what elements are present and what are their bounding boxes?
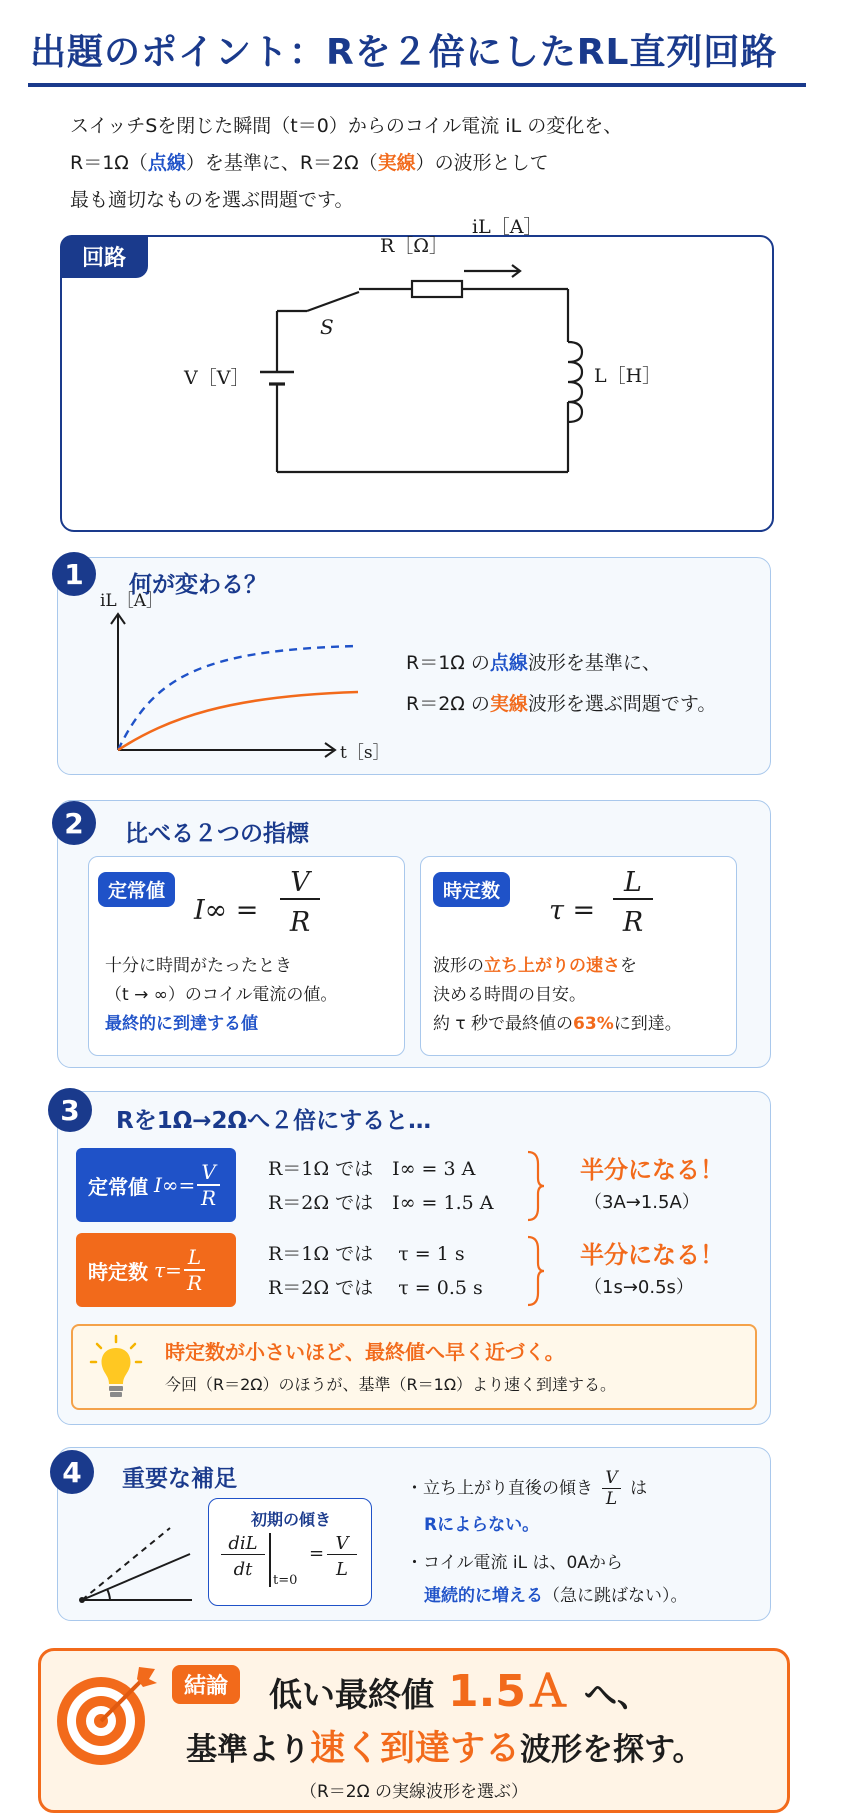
resistor-symbol bbox=[412, 281, 462, 297]
tau-brace bbox=[526, 1235, 546, 1307]
page-title: 出題のポイント：Rを２倍にしたRL直列回路 bbox=[30, 32, 778, 73]
tau-result: 半分になる！ bbox=[580, 1241, 724, 1269]
steady-formula-lhs: I∞ = bbox=[194, 895, 259, 926]
bullet1-fraction bbox=[602, 1468, 620, 1509]
steady-line2: （t → ∞）のコイル電流の値。 bbox=[105, 985, 338, 1005]
steady-rows bbox=[268, 1152, 494, 1220]
tau-detail: （1s→0.5s） bbox=[584, 1277, 694, 1298]
tau-box-label: 時定数 bbox=[88, 1259, 148, 1284]
bullet1 bbox=[406, 1468, 647, 1509]
intro-line-1: スイッチSを閉じた瞬間（t＝0）からのコイル電流 iL の変化を、 bbox=[70, 115, 623, 137]
step4-panel bbox=[57, 1447, 771, 1621]
tau-box-num: L bbox=[184, 1245, 205, 1271]
source-label: V［V］ bbox=[184, 367, 250, 389]
step1-desc-line2 bbox=[406, 684, 716, 725]
bullet1-text-b: は bbox=[630, 1478, 648, 1499]
tau-line1a: 波形の bbox=[433, 956, 484, 976]
slope-eval-bar bbox=[269, 1533, 271, 1587]
step1-desc2-highlight: 実線 bbox=[489, 693, 528, 715]
step1-desc1a: R＝1Ω の bbox=[406, 652, 490, 674]
tau-formula-lhs: τ = bbox=[549, 895, 596, 926]
solid-curve bbox=[118, 692, 358, 750]
step1-number-badge: 1 bbox=[52, 552, 96, 596]
tau-line1-highlight: 立ち上がりの速さ bbox=[484, 956, 620, 976]
conclusion-line2 bbox=[186, 1721, 704, 1771]
time-constant-card bbox=[420, 856, 737, 1056]
conclusion-highlight: 速く到達する bbox=[310, 1729, 521, 1769]
step1-x-label: t［s］ bbox=[340, 743, 390, 763]
circuit-tag: 回路 bbox=[60, 235, 148, 278]
bullet2-highlight: 連続的に増える bbox=[424, 1586, 543, 1606]
steady-row-1: R＝1Ω では I∞ = 3 A bbox=[268, 1158, 476, 1180]
steady-value-tag: 定常値 bbox=[98, 872, 175, 907]
step1-desc1b: 波形を基準に、 bbox=[527, 652, 661, 674]
steady-box-symbol: I∞= bbox=[154, 1173, 196, 1197]
steady-brace bbox=[526, 1150, 546, 1222]
tip-box bbox=[71, 1324, 757, 1410]
conclusion-note: （R＝2Ω の実線波形を選ぶ） bbox=[299, 1782, 529, 1802]
initial-slope-title: 初期の傾き bbox=[250, 1510, 331, 1529]
tau-line3a: 約 τ 秒で最終値の bbox=[433, 1014, 574, 1034]
steady-result: 半分になる！ bbox=[580, 1156, 724, 1184]
steady-value-card bbox=[88, 856, 405, 1056]
step3-number-badge: 3 bbox=[48, 1088, 92, 1132]
intro-solid-word: 実線 bbox=[377, 152, 416, 174]
step1-y-label: iL［A］ bbox=[100, 591, 164, 611]
steady-box-label: 定常値 bbox=[88, 1174, 148, 1199]
intro-line-2c: ）の波形として bbox=[415, 152, 549, 174]
tau-box-den: R bbox=[186, 1271, 202, 1295]
steady-box-den: R bbox=[201, 1186, 217, 1210]
steady-line1: 十分に時間がたったとき bbox=[105, 956, 292, 976]
tip-sub: 今回（R＝2Ω）のほうが、基準（R＝1Ω）より速く到達する。 bbox=[165, 1375, 617, 1394]
step1-title: 何が変わる？ bbox=[129, 572, 267, 598]
step4-number-badge: 4 bbox=[50, 1450, 94, 1494]
intro-line-2 bbox=[70, 145, 810, 182]
tau-line3 bbox=[433, 1010, 682, 1039]
steady-formula-num: V bbox=[280, 867, 320, 900]
dotted-curve bbox=[118, 646, 358, 750]
conclusion-line1 bbox=[269, 1655, 650, 1719]
intro-line-2b: ）を基準に、R＝2Ω（ bbox=[185, 152, 378, 174]
inductor-coil bbox=[568, 342, 582, 422]
slope-equals: = bbox=[309, 1543, 325, 1564]
conclusion-line2b: 波形を探す。 bbox=[520, 1732, 704, 1768]
switch-label: S bbox=[320, 315, 334, 339]
step2-panel bbox=[57, 800, 771, 1068]
conclusion-panel bbox=[38, 1648, 790, 1813]
conclusion-line1b: へ、 bbox=[583, 1675, 650, 1714]
step1-description bbox=[406, 643, 716, 725]
bullet1-frac-den: L bbox=[605, 1489, 618, 1509]
tau-line1b: を bbox=[620, 956, 637, 976]
intro-line-3: 最も適切なものを選ぶ問題です。 bbox=[70, 189, 354, 211]
tau-row-1: R＝1Ω では τ = 1 s bbox=[268, 1243, 465, 1265]
intro-text bbox=[70, 108, 810, 219]
step1-desc-line1 bbox=[406, 643, 716, 684]
steady-detail: （3A→1.5A） bbox=[584, 1192, 700, 1213]
conclusion-tag: 結論 bbox=[172, 1665, 240, 1704]
tip-main: 時定数が小さいほど、最終値へ早く近づく。 bbox=[165, 1340, 565, 1364]
steady-box-num: V bbox=[197, 1160, 219, 1186]
step1-desc2b: 波形を選ぶ問題です。 bbox=[527, 693, 717, 715]
current-label: iL［A］ bbox=[472, 216, 543, 238]
steady-line3: 最終的に到達する値 bbox=[105, 1014, 258, 1034]
steady-box-fraction bbox=[197, 1160, 219, 1210]
title-underline bbox=[28, 83, 806, 87]
bullet2-line2 bbox=[424, 1581, 688, 1606]
conclusion-line1a: 低い最終値 bbox=[269, 1675, 434, 1714]
slope-diagram bbox=[58, 1448, 198, 1622]
initial-slope-box bbox=[208, 1498, 372, 1606]
tau-formula-den: R bbox=[622, 907, 644, 938]
bullet1-text-a: ・立ち上がり直後の傾き bbox=[406, 1478, 593, 1499]
steady-formula-den: R bbox=[289, 907, 311, 938]
tau-box bbox=[76, 1233, 236, 1307]
step3-title: Rを1Ω→2Ωへ２倍にすると… bbox=[116, 1108, 432, 1134]
inductor-label: L［H］ bbox=[594, 365, 662, 387]
slope-lhs-den: dt bbox=[233, 1559, 253, 1580]
bullet2-text-a: ・コイル電流 iL は、0Aから bbox=[406, 1553, 623, 1573]
tau-formula-num: L bbox=[613, 867, 653, 900]
circuit-diagram bbox=[62, 237, 776, 534]
resistor-label: R［Ω］ bbox=[380, 235, 449, 257]
step2-number-badge: 2 bbox=[52, 801, 96, 845]
target-icon bbox=[51, 1661, 161, 1771]
tau-line3b: に到達。 bbox=[613, 1014, 682, 1034]
intro-line-2a: R＝1Ω（ bbox=[70, 152, 148, 174]
step4-title: 重要な補足 bbox=[122, 1466, 237, 1492]
step1-panel bbox=[57, 557, 771, 775]
step3-panel bbox=[57, 1091, 771, 1425]
bullet1-highlight: Rによらない。 bbox=[424, 1515, 540, 1535]
slope-lhs-num: diL bbox=[221, 1533, 265, 1555]
intro-dotted-word: 点線 bbox=[147, 152, 186, 174]
steady-box bbox=[76, 1148, 236, 1222]
slope-subscript: t=0 bbox=[273, 1573, 298, 1588]
slope-rhs-den: L bbox=[336, 1559, 348, 1580]
switch-blade bbox=[307, 292, 359, 311]
lightbulb-icon bbox=[89, 1334, 143, 1404]
tau-box-fraction bbox=[184, 1245, 205, 1295]
bullet1-frac-num: V bbox=[602, 1468, 620, 1489]
tau-line2: 決める時間の目安。 bbox=[433, 985, 586, 1005]
circuit-panel bbox=[60, 216, 774, 532]
step1-desc1-highlight: 点線 bbox=[489, 652, 528, 674]
tau-rows bbox=[268, 1237, 483, 1305]
slope-rhs-num: V bbox=[327, 1533, 357, 1555]
conclusion-final-value: 1.5Ａ bbox=[448, 1666, 570, 1717]
conclusion-line2a: 基準より bbox=[186, 1732, 310, 1768]
steady-row-2: R＝2Ω では I∞ = 1.5 A bbox=[268, 1192, 494, 1214]
tau-box-symbol: τ= bbox=[154, 1258, 182, 1282]
tau-row-2: R＝2Ω では τ = 0.5 s bbox=[268, 1277, 483, 1299]
step1-desc2a: R＝2Ω の bbox=[406, 693, 490, 715]
step2-title: 比べる２つの指標 bbox=[125, 821, 309, 847]
tau-line1 bbox=[433, 952, 637, 981]
bullet2-text-b: （急に跳ばない）。 bbox=[543, 1586, 688, 1606]
tau-line3-highlight: 63% bbox=[573, 1014, 614, 1034]
time-constant-tag: 時定数 bbox=[433, 872, 510, 907]
